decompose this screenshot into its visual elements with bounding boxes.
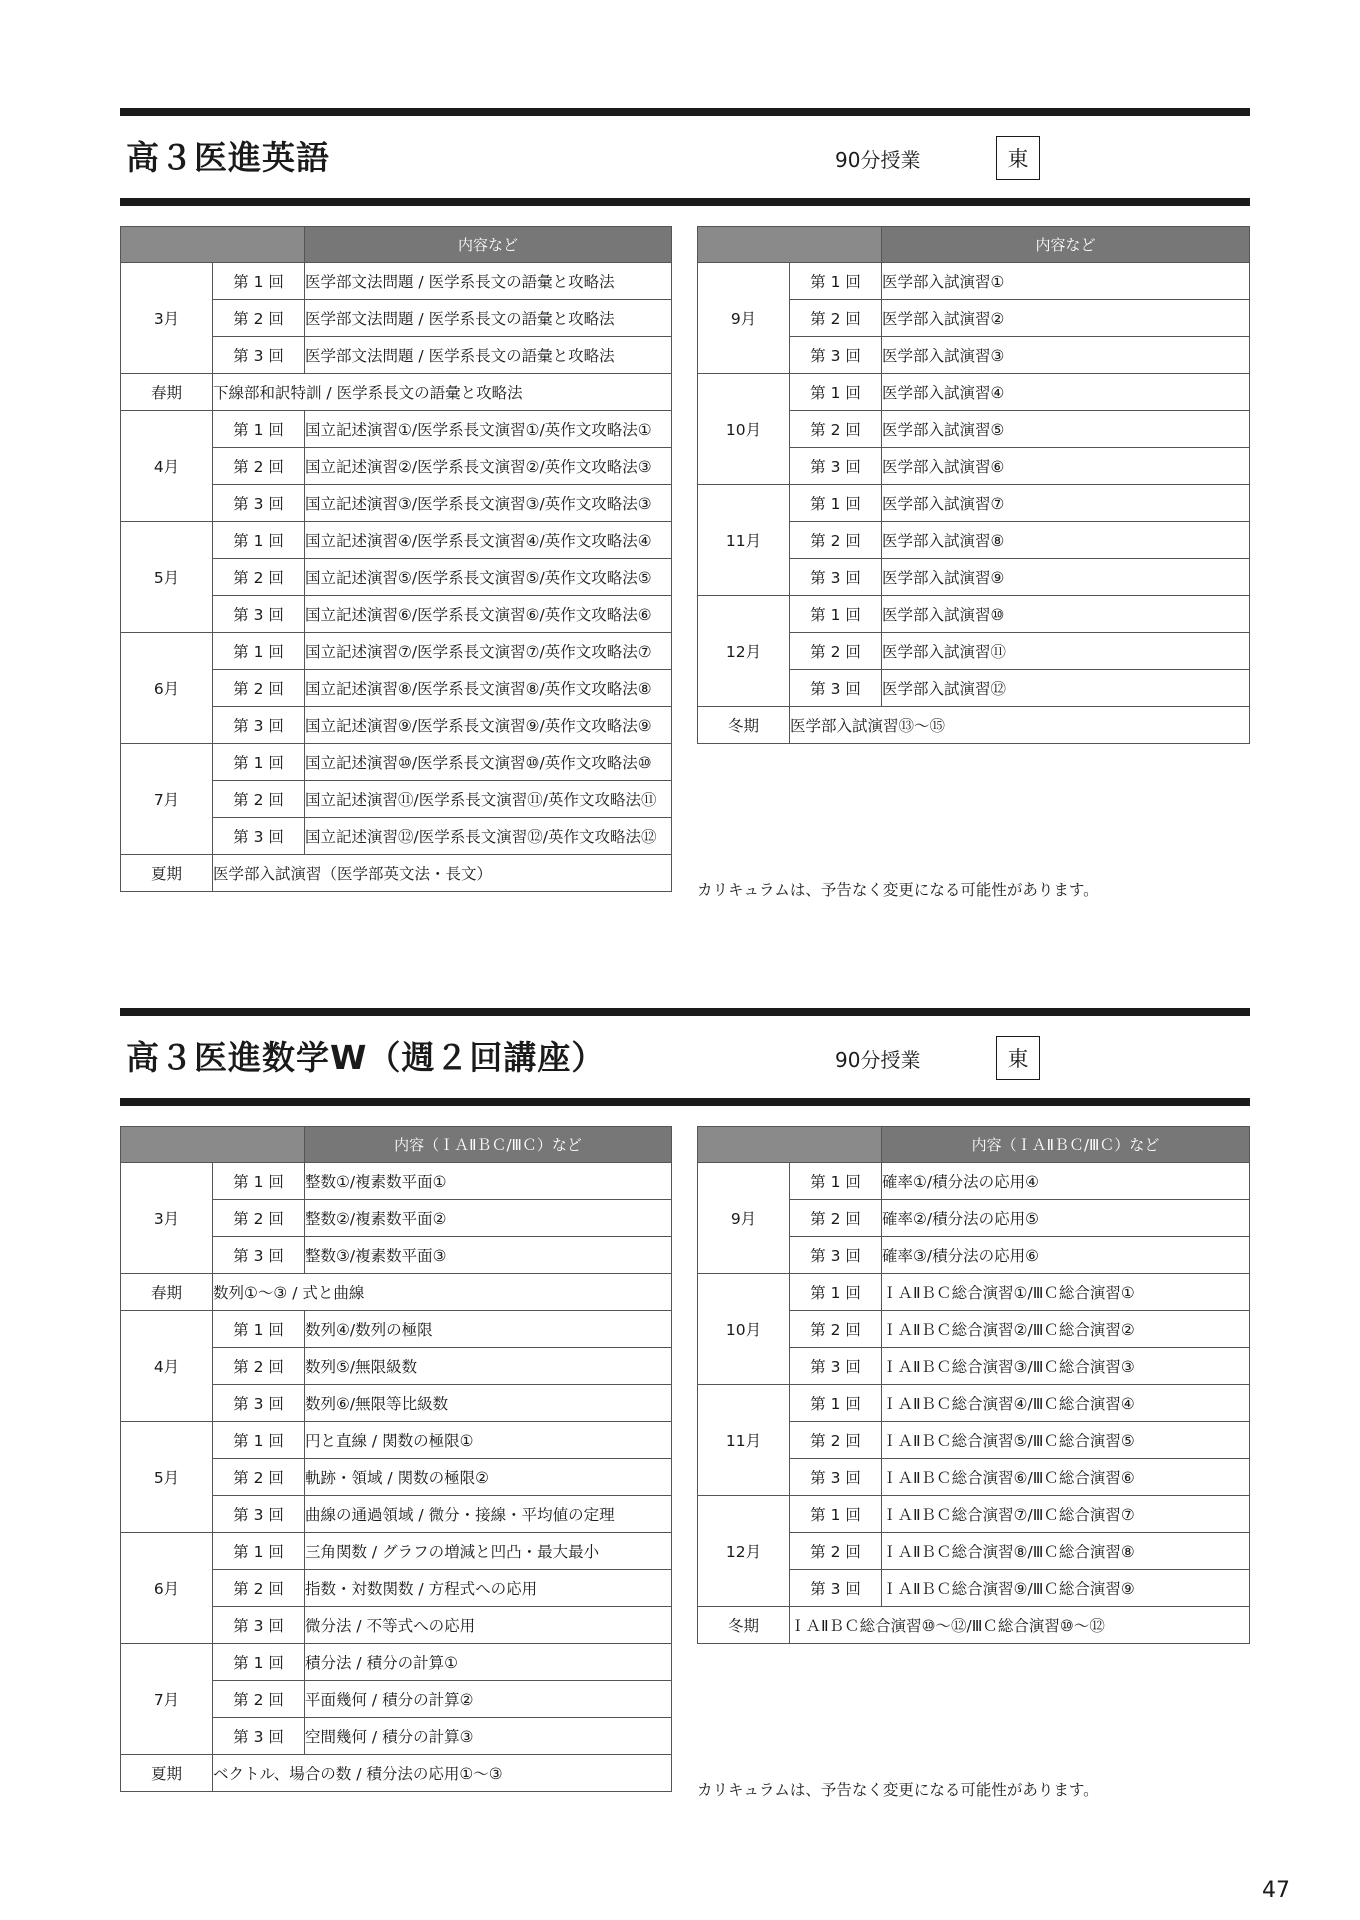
lesson-content: 医学部入試演習④ — [882, 374, 1250, 411]
round-label: 第 2 回 — [790, 1422, 882, 1459]
round-label: 第 3 回 — [213, 337, 305, 374]
lesson-content: 指数・対数関数 / 方程式への応用 — [305, 1570, 672, 1607]
month-label: 12月 — [698, 1496, 790, 1607]
month-label: 7月 — [121, 744, 213, 855]
month-label: 5月 — [121, 522, 213, 633]
lesson-content: 軌跡・領域 / 関数の極限② — [305, 1459, 672, 1496]
month-label: 3月 — [121, 263, 213, 374]
course-header — [120, 116, 1250, 198]
round-label: 第 2 回 — [213, 559, 305, 596]
season-content: 医学部入試演習⑬〜⑮ — [790, 707, 1250, 744]
header-blank-cell — [121, 227, 305, 263]
lesson-content: 国立記述演習⑪/医学系長文演習⑪/英作文攻略法⑪ — [305, 781, 672, 818]
season-row — [121, 1755, 672, 1792]
lesson-content: 平面幾何 / 積分の計算② — [305, 1681, 672, 1718]
round-label: 第 2 回 — [213, 781, 305, 818]
lesson-content: 医学部入試演習⑥ — [882, 448, 1250, 485]
table-row — [698, 374, 1250, 411]
table-row — [121, 263, 672, 300]
season-row — [121, 855, 672, 892]
round-label: 第 2 回 — [213, 1348, 305, 1385]
month-label: 6月 — [121, 1533, 213, 1644]
lesson-content: 整数③/複素数平面③ — [305, 1237, 672, 1274]
lesson-content: 確率①/積分法の応用④ — [882, 1163, 1250, 1200]
round-label: 第 1 回 — [790, 1385, 882, 1422]
math-course-section — [120, 1008, 1250, 1826]
lesson-content: 医学部入試演習① — [882, 263, 1250, 300]
season-content: ＩＡⅡＢＣ総合演習⑩〜⑫/ⅢＣ総合演習⑩〜⑫ — [790, 1607, 1250, 1644]
month-label: 5月 — [121, 1422, 213, 1533]
curriculum-note: カリキュラムは、予告なく変更になる可能性があります。 — [697, 881, 1099, 899]
lesson-content: 国立記述演習⑩/医学系長文演習⑩/英作文攻略法⑩ — [305, 744, 672, 781]
lesson-content: 確率③/積分法の応用⑥ — [882, 1237, 1250, 1274]
campus-badge: 東 — [996, 136, 1040, 180]
month-label: 3月 — [121, 1163, 213, 1274]
round-label: 第 3 回 — [213, 1718, 305, 1755]
lesson-content: 国立記述演習②/医学系長文演習②/英作文攻略法③ — [305, 448, 672, 485]
lesson-content: ＩＡⅡＢＣ総合演習③/ⅢＣ総合演習③ — [882, 1348, 1250, 1385]
table-row — [121, 1422, 672, 1459]
round-label: 第 3 回 — [790, 1459, 882, 1496]
lesson-content: 国立記述演習⑥/医学系長文演習⑥/英作文攻略法⑥ — [305, 596, 672, 633]
round-label: 第 3 回 — [213, 1607, 305, 1644]
campus-badge: 東 — [996, 1036, 1040, 1080]
lesson-content: 医学部入試演習⑪ — [882, 633, 1250, 670]
round-label: 第 1 回 — [213, 1644, 305, 1681]
season-label: 冬期 — [698, 1607, 790, 1644]
round-label: 第 3 回 — [213, 707, 305, 744]
round-label: 第 3 回 — [213, 1385, 305, 1422]
lesson-content: 医学部文法問題 / 医学系長文の語彙と攻略法 — [305, 263, 672, 300]
month-label: 11月 — [698, 485, 790, 596]
round-label: 第 3 回 — [790, 448, 882, 485]
round-label: 第 1 回 — [213, 1311, 305, 1348]
section-bottom-rule — [120, 198, 1250, 206]
table-row — [698, 596, 1250, 633]
lesson-content: 国立記述演習①/医学系長文演習①/英作文攻略法① — [305, 411, 672, 448]
schedule-table-first-half — [120, 226, 672, 892]
round-label: 第 3 回 — [790, 1237, 882, 1274]
season-label: 夏期 — [121, 855, 213, 892]
season-row — [121, 1274, 672, 1311]
schedule-tables — [120, 1126, 1250, 1826]
round-label: 第 1 回 — [790, 485, 882, 522]
month-label: 6月 — [121, 633, 213, 744]
round-label: 第 3 回 — [790, 337, 882, 374]
season-row — [698, 707, 1250, 744]
round-label: 第 1 回 — [213, 1533, 305, 1570]
header-blank-cell — [121, 1127, 305, 1163]
round-label: 第 2 回 — [790, 300, 882, 337]
month-label: 4月 — [121, 411, 213, 522]
header-blank-cell — [698, 227, 882, 263]
section-top-rule — [120, 1008, 1250, 1016]
season-label: 春期 — [121, 1274, 213, 1311]
schedule-table-first-half — [120, 1126, 672, 1792]
month-label: 10月 — [698, 1274, 790, 1385]
lesson-content: 国立記述演習⑨/医学系長文演習⑨/英作文攻略法⑨ — [305, 707, 672, 744]
lesson-content: 国立記述演習④/医学系長文演習④/英作文攻略法④ — [305, 522, 672, 559]
content-column-header: 内容など — [882, 227, 1250, 263]
content-column-header: 内容（ＩＡⅡＢＣ/ⅢＣ）など — [882, 1127, 1250, 1163]
lesson-content: 三角関数 / グラフの増減と凹凸・最大最小 — [305, 1533, 672, 1570]
page-number: 47 — [1262, 1878, 1290, 1903]
round-label: 第 2 回 — [213, 1570, 305, 1607]
table-row — [121, 1311, 672, 1348]
table-row — [121, 1644, 672, 1681]
schedule-tables — [120, 226, 1250, 926]
lesson-content: 数列④/数列の極限 — [305, 1311, 672, 1348]
round-label: 第 1 回 — [790, 596, 882, 633]
lesson-content: 医学部文法問題 / 医学系長文の語彙と攻略法 — [305, 337, 672, 374]
round-label: 第 2 回 — [790, 1533, 882, 1570]
lesson-content: ＩＡⅡＢＣ総合演習②/ⅢＣ総合演習② — [882, 1311, 1250, 1348]
round-label: 第 3 回 — [790, 559, 882, 596]
round-label: 第 2 回 — [213, 300, 305, 337]
round-label: 第 2 回 — [790, 633, 882, 670]
header-blank-cell — [698, 1127, 882, 1163]
english-course-section — [120, 108, 1250, 926]
lesson-content: 確率②/積分法の応用⑤ — [882, 1200, 1250, 1237]
season-content: 数列①〜③ / 式と曲線 — [213, 1274, 672, 1311]
lesson-content: 医学部入試演習⑫ — [882, 670, 1250, 707]
lesson-content: 国立記述演習③/医学系長文演習③/英作文攻略法③ — [305, 485, 672, 522]
content-column-header: 内容（ＩＡⅡＢＣ/ⅢＣ）など — [305, 1127, 672, 1163]
lesson-content: 国立記述演習⑫/医学系長文演習⑫/英作文攻略法⑫ — [305, 818, 672, 855]
season-label: 冬期 — [698, 707, 790, 744]
season-row — [698, 1607, 1250, 1644]
round-label: 第 2 回 — [213, 1459, 305, 1496]
season-label: 春期 — [121, 374, 213, 411]
round-label: 第 1 回 — [213, 263, 305, 300]
table-row — [121, 1163, 672, 1200]
round-label: 第 3 回 — [213, 818, 305, 855]
round-label: 第 1 回 — [790, 1496, 882, 1533]
season-label: 夏期 — [121, 1755, 213, 1792]
season-content: ベクトル、場合の数 / 積分法の応用①〜③ — [213, 1755, 672, 1792]
course-title: 高３医進英語 — [126, 138, 330, 177]
lesson-content: 国立記述演習⑧/医学系長文演習⑧/英作文攻略法⑧ — [305, 670, 672, 707]
round-label: 第 2 回 — [213, 1681, 305, 1718]
round-label: 第 1 回 — [213, 1422, 305, 1459]
month-label: 11月 — [698, 1385, 790, 1496]
lesson-content: 積分法 / 積分の計算① — [305, 1644, 672, 1681]
round-label: 第 3 回 — [790, 1570, 882, 1607]
season-row — [121, 374, 672, 411]
lesson-content: 医学部入試演習③ — [882, 337, 1250, 374]
round-label: 第 1 回 — [213, 633, 305, 670]
round-label: 第 3 回 — [213, 1237, 305, 1274]
round-label: 第 2 回 — [213, 1200, 305, 1237]
lesson-content: 医学部入試演習⑧ — [882, 522, 1250, 559]
lesson-content: ＩＡⅡＢＣ総合演習⑨/ⅢＣ総合演習⑨ — [882, 1570, 1250, 1607]
lesson-content: ＩＡⅡＢＣ総合演習⑤/ⅢＣ総合演習⑤ — [882, 1422, 1250, 1459]
round-label: 第 2 回 — [790, 522, 882, 559]
table-row — [121, 411, 672, 448]
month-label: 10月 — [698, 374, 790, 485]
round-label: 第 3 回 — [790, 670, 882, 707]
month-label: 4月 — [121, 1311, 213, 1422]
lesson-content: 医学部文法問題 / 医学系長文の語彙と攻略法 — [305, 300, 672, 337]
lesson-content: 整数①/複素数平面① — [305, 1163, 672, 1200]
round-label: 第 2 回 — [790, 1311, 882, 1348]
table-row — [698, 263, 1250, 300]
round-label: 第 1 回 — [213, 744, 305, 781]
month-label: 9月 — [698, 1163, 790, 1274]
table-row — [698, 1496, 1250, 1533]
curriculum-note: カリキュラムは、予告なく変更になる可能性があります。 — [697, 1781, 1099, 1799]
month-label: 12月 — [698, 596, 790, 707]
round-label: 第 1 回 — [213, 1163, 305, 1200]
lesson-content: 医学部入試演習⑩ — [882, 596, 1250, 633]
table-row — [121, 744, 672, 781]
round-label: 第 1 回 — [790, 374, 882, 411]
lesson-content: 整数②/複素数平面② — [305, 1200, 672, 1237]
season-content: 医学部入試演習（医学部英文法・長文） — [213, 855, 672, 892]
table-row — [698, 1274, 1250, 1311]
lesson-content: ＩＡⅡＢＣ総合演習⑦/ⅢＣ総合演習⑦ — [882, 1496, 1250, 1533]
section-top-rule — [120, 108, 1250, 116]
schedule-table-second-half — [697, 1126, 1250, 1644]
course-title: 高３医進数学W（週２回講座） — [126, 1038, 606, 1077]
lesson-content: 医学部入試演習⑤ — [882, 411, 1250, 448]
lesson-content: 円と直線 / 関数の極限① — [305, 1422, 672, 1459]
round-label: 第 2 回 — [213, 670, 305, 707]
schedule-table-second-half — [697, 226, 1250, 744]
round-label: 第 1 回 — [790, 1274, 882, 1311]
table-row — [121, 633, 672, 670]
lesson-content: ＩＡⅡＢＣ総合演習④/ⅢＣ総合演習④ — [882, 1385, 1250, 1422]
table-row — [698, 485, 1250, 522]
lesson-content: 空間幾何 / 積分の計算③ — [305, 1718, 672, 1755]
round-label: 第 1 回 — [213, 522, 305, 559]
lesson-content: 数列⑤/無限級数 — [305, 1348, 672, 1385]
lesson-content: ＩＡⅡＢＣ総合演習⑥/ⅢＣ総合演習⑥ — [882, 1459, 1250, 1496]
round-label: 第 3 回 — [213, 485, 305, 522]
lesson-content: 数列⑥/無限等比級数 — [305, 1385, 672, 1422]
round-label: 第 1 回 — [213, 411, 305, 448]
round-label: 第 2 回 — [790, 411, 882, 448]
round-label: 第 3 回 — [213, 1496, 305, 1533]
month-label: 9月 — [698, 263, 790, 374]
lesson-content: 国立記述演習⑦/医学系長文演習⑦/英作文攻略法⑦ — [305, 633, 672, 670]
lesson-duration: 90分授業 — [835, 148, 921, 172]
lesson-content: 医学部入試演習⑨ — [882, 559, 1250, 596]
lesson-content: 国立記述演習⑤/医学系長文演習⑤/英作文攻略法⑤ — [305, 559, 672, 596]
table-row — [121, 522, 672, 559]
lesson-duration: 90分授業 — [835, 1048, 921, 1072]
lesson-content: 微分法 / 不等式への応用 — [305, 1607, 672, 1644]
round-label: 第 1 回 — [790, 263, 882, 300]
round-label: 第 2 回 — [213, 448, 305, 485]
lesson-content: ＩＡⅡＢＣ総合演習⑧/ⅢＣ総合演習⑧ — [882, 1533, 1250, 1570]
course-header — [120, 1016, 1250, 1098]
lesson-content: 曲線の通過領域 / 微分・接線・平均値の定理 — [305, 1496, 672, 1533]
season-content: 下線部和訳特訓 / 医学系長文の語彙と攻略法 — [213, 374, 672, 411]
section-bottom-rule — [120, 1098, 1250, 1106]
month-label: 7月 — [121, 1644, 213, 1755]
table-row — [698, 1385, 1250, 1422]
round-label: 第 1 回 — [790, 1163, 882, 1200]
lesson-content: 医学部入試演習② — [882, 300, 1250, 337]
lesson-content: ＩＡⅡＢＣ総合演習①/ⅢＣ総合演習① — [882, 1274, 1250, 1311]
table-row — [121, 1533, 672, 1570]
lesson-content: 医学部入試演習⑦ — [882, 485, 1250, 522]
round-label: 第 3 回 — [790, 1348, 882, 1385]
content-column-header: 内容など — [305, 227, 672, 263]
round-label: 第 2 回 — [790, 1200, 882, 1237]
round-label: 第 3 回 — [213, 596, 305, 633]
table-row — [698, 1163, 1250, 1200]
